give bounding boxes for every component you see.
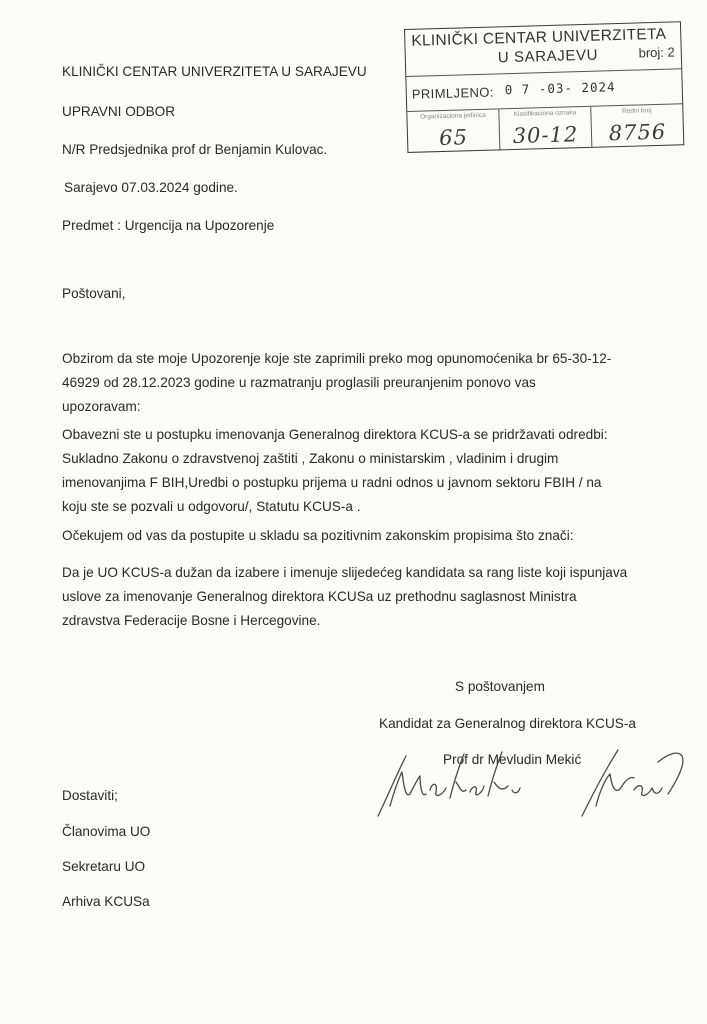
paragraph-3 bbox=[62, 524, 662, 548]
paragraph-line: 46929 od 28.12.2023 godine u razmatranju proglasili preuranjenim ponovo vas bbox=[62, 375, 536, 390]
place-date: Sarajevo 07.03.2024 godine. bbox=[64, 180, 238, 195]
stamp-received-label: PRIMLJENO: bbox=[411, 84, 495, 102]
distribution-recipient: Arhiva KCUSa bbox=[62, 894, 150, 909]
stamp-cell-org-unit bbox=[407, 109, 500, 152]
stamp-cell-label: Redni broj bbox=[621, 107, 652, 115]
stamp-cell-serial bbox=[591, 104, 683, 147]
stamp-cell-value: 65 bbox=[438, 125, 469, 151]
paragraph-line: Da je UO KCUS-a dužan da izabere i imenuje slijedećeg kandidata sa rang liste koji ispunjava bbox=[62, 565, 628, 580]
stamp-cell-label: Klasifikaciona oznaka bbox=[513, 109, 577, 118]
attention-line: N/R Predsjednika prof dr Benjamin Kulovac. bbox=[62, 142, 328, 157]
paragraph-line: koju ste se pozvali u odgovoru/, Statutu KCUS-a . bbox=[62, 499, 361, 514]
paragraph-line: Obavezni ste u postupku imenovanja Generalnog direktora KCUS-a se pridržavati odredbi: bbox=[62, 427, 608, 442]
stamp-cell-classification bbox=[499, 107, 592, 150]
stamp-institution-line1: KLINIČKI CENTAR UNIVERZITETA bbox=[411, 25, 667, 50]
stamp-received-date: 0 7 -03- 2024 bbox=[504, 79, 616, 98]
recipient-institution: KLINIČKI CENTAR UNIVERZITETA U SARAJEVU bbox=[62, 64, 367, 79]
salutation: Poštovani, bbox=[62, 286, 126, 301]
stamp-cell-label: Organizaciona jedinica bbox=[419, 111, 486, 121]
recipient-body: UPRAVNI ODBOR bbox=[62, 104, 176, 119]
paragraph-line: uslove za imenovanje Generalnog direktora KCUSa uz prethodnu saglasnost Ministra bbox=[62, 589, 577, 604]
stamp-cell-value: 8756 bbox=[608, 119, 667, 146]
paragraph-4 bbox=[62, 561, 662, 633]
stamp-broj: broj: 2 bbox=[638, 44, 675, 61]
subject-line: Predmet : Urgencija na Upozorenje bbox=[62, 218, 275, 233]
paragraph-2 bbox=[62, 423, 662, 519]
distribution-title: Dostaviti; bbox=[62, 788, 118, 803]
paragraph-1 bbox=[62, 347, 662, 419]
signatory-name: Prof dr Mevludin Mekić bbox=[443, 752, 582, 767]
paragraph-line: upozoravam: bbox=[62, 399, 141, 414]
paragraph-line: Očekujem od vas da postupite u skladu sa pozitivnim zakonskim propisima što znači: bbox=[62, 528, 574, 543]
closing-regards: S poštovanjem bbox=[455, 679, 545, 694]
handwritten-signature bbox=[372, 742, 692, 822]
stamp-institution-line2: U SARAJEVU bbox=[497, 46, 599, 67]
received-stamp bbox=[404, 21, 684, 153]
paragraph-line: zdravstva Federacije Bosne i Hercegovine. bbox=[62, 613, 321, 628]
paragraph-line: Obzirom da ste moje Upozorenje koje ste zaprimili preko mog opunomoćenika br 65-30-12- bbox=[62, 351, 612, 366]
stamp-cell-value: 30-12 bbox=[512, 122, 579, 149]
distribution-recipient: Članovima UO bbox=[62, 824, 151, 839]
paragraph-line: Sukladno Zakonu o zdravstvenoj zaštiti , Zakonu o ministarskim , vladinim i drugim bbox=[62, 451, 559, 466]
stamp-header bbox=[405, 22, 681, 77]
paragraph-line: imenovanjima F BIH,Uredbi o postupku prijema u radni odnos u javnom sektoru FBIH / na bbox=[62, 475, 602, 490]
stamp-number-row bbox=[407, 104, 683, 152]
closing-role: Kandidat za Generalnog direktora KCUS-a bbox=[379, 716, 636, 731]
distribution-recipient: Sekretaru UO bbox=[62, 859, 146, 874]
